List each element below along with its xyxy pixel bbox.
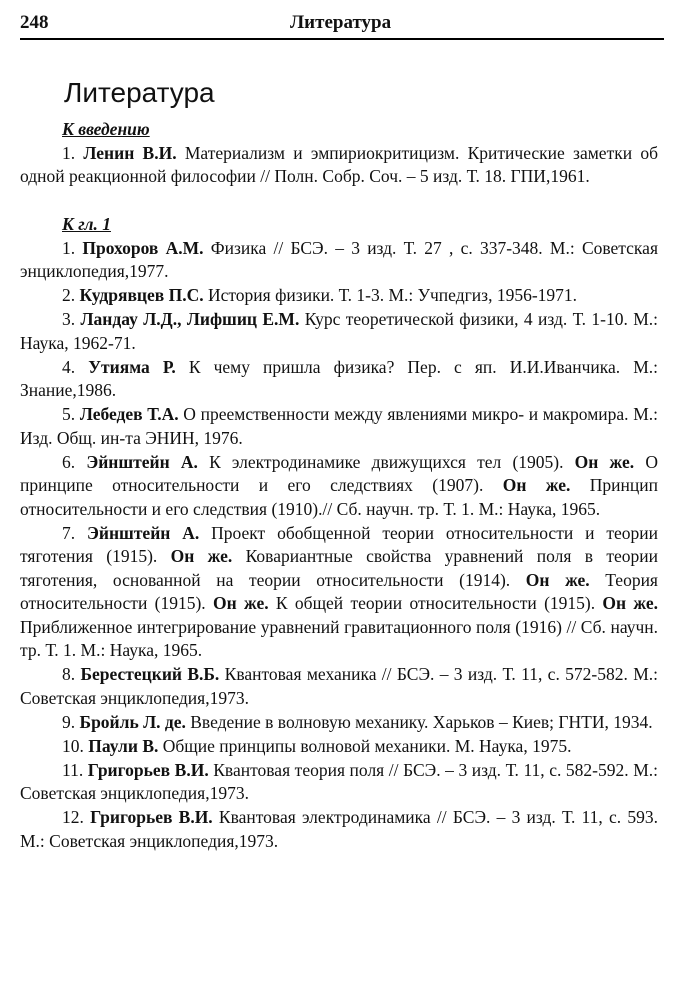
section-heading-introduction: К введению (62, 119, 150, 139)
entry-text: О преемственности между явлениями микро- и макромира. М.: Изд. Общ. ин-та ЭНИН, 1976. (20, 404, 659, 448)
entry-number: 2. (62, 285, 76, 305)
reference-entry (20, 451, 658, 522)
ibid-marker: Он же. (212, 593, 269, 613)
reference-entry (20, 711, 658, 735)
entry-text: Квантовая электродинамика // БСЭ. – 3 изд. Т. 11, с. 593. М.: Советская энциклопедия,1973. (20, 807, 658, 851)
entry-text: Приближенное интегрирование уравнений гравитационного поля (1916) // Сб. научн. тр. Т. 1. М.: Наука, 1965. (20, 616, 658, 660)
reference-entry (20, 237, 658, 284)
ibid-marker: Он же. (525, 569, 590, 590)
ibid-marker: Он же. (574, 451, 635, 472)
entry-author: Ландау Л.Д., Лифшиц Е.М. (80, 309, 300, 329)
entry-number: 1. (62, 237, 76, 258)
reference-entry (20, 308, 658, 355)
entry-number: 11. (62, 759, 84, 780)
entry-number: 4. (62, 356, 76, 377)
entry-text: Принцип относительности и его следствия (1910).// Сб. научн. тр. Т. 1. М.: Наука, 1965. (20, 475, 659, 519)
reference-entry (20, 403, 658, 450)
entry-text: К чему пришла физика? Пер. с яп. И.И.Иванчика. М.: Знание,1986. (20, 356, 659, 400)
entry-author: Берестецкий В.Б. (80, 664, 220, 684)
entry-text: Проект обобщенной теории относительности и теории тяготения (1915). (20, 522, 658, 566)
entry-author: Эйнштейн А. (86, 451, 198, 472)
entry-author: Эйнштейн А. (87, 522, 200, 543)
entry-text: Квантовая теория поля // БСЭ. – 3 изд. Т. 11, с. 582-592. М.: Советская энциклопедия,1973. (20, 759, 658, 803)
entry-author: Бройль Л. де. (79, 711, 186, 732)
page-number: 248 (20, 12, 49, 33)
section-heading-chapter-1: К гл. 1 (62, 214, 111, 234)
entry-text: К общей теории относительности (1915). (268, 593, 603, 613)
entry-text: О принципе относительности и его следствиях (1907). (20, 451, 659, 495)
entry-number: 1. (62, 142, 76, 163)
entry-number: 6. (62, 451, 76, 472)
entry-text: Материализм и эмпириокритицизм. Критические заметки об одной реакционной философии // Полн. Собр. Соч. – 5 изд. Т. 18. ГПИ,1961. (20, 142, 658, 186)
entry-text: Курс теоретической физики, 4 изд. Т. 1-10. М.: Наука, 1962-71. (20, 309, 658, 353)
entry-number: 10. (62, 735, 84, 756)
entry-author: Григорьев В.И. (90, 807, 213, 827)
entry-number: 5. (62, 404, 76, 424)
entry-author: Паули В. (88, 735, 159, 756)
page-title: Литература (64, 76, 215, 108)
entry-number: 9. (62, 711, 76, 732)
reference-entry (20, 806, 658, 853)
entry-text: Квантовая механика // БСЭ. – 3 изд. Т. 11, с. 572-582. М.: Советская энциклопедия,1973. (20, 664, 658, 708)
entry-text: Теория относительности (1915). (20, 569, 658, 613)
entry-author: Лебедев Т.А. (79, 404, 179, 424)
running-header (20, 10, 664, 40)
ibid-marker: Он же. (602, 593, 659, 613)
reference-entry (20, 284, 658, 308)
entry-number: 3. (62, 309, 76, 329)
reference-entry (20, 142, 658, 189)
entry-author: Ленин В.И. (83, 142, 177, 163)
reference-entry (20, 663, 658, 710)
entry-number: 8. (62, 664, 76, 684)
entry-author: Григорьев В.И. (87, 759, 209, 780)
entry-author: Прохоров А.М. (82, 237, 204, 258)
entry-text: Введение в волновую механику. Харьков – Киев; ГНТИ, 1934. (185, 711, 653, 732)
entry-text: Ковариантные свойства уравнений поля в теории тяготения, основанной на теории относительности (1914). (20, 546, 659, 590)
reference-entry (20, 735, 658, 759)
entry-number: 7. (62, 522, 76, 543)
entry-text: Физика // БСЭ. – 3 изд. Т. 27 , с. 337-348. М.: Советская энциклопедия,1977. (20, 237, 658, 281)
entry-author: Утияма Р. (88, 356, 176, 377)
bibliography (20, 118, 658, 854)
entry-text: История физики. Т. 1-3. М.: Учпедгиз, 1956-1971. (203, 285, 578, 305)
ibid-marker: Он же. (170, 546, 233, 566)
reference-entry (20, 759, 658, 806)
ibid-marker: Он же. (502, 475, 571, 495)
entry-number: 12. (62, 807, 84, 827)
entry-text: Общие принципы волновой механики. М. Наука, 1975. (158, 735, 572, 756)
reference-entry (20, 522, 658, 663)
entry-author: Кудрявцев П.С. (79, 285, 204, 305)
running-title: Литература (290, 12, 392, 33)
reference-entry (20, 356, 658, 403)
entry-text: К электродинамике движущихся тел (1905). (197, 451, 575, 472)
